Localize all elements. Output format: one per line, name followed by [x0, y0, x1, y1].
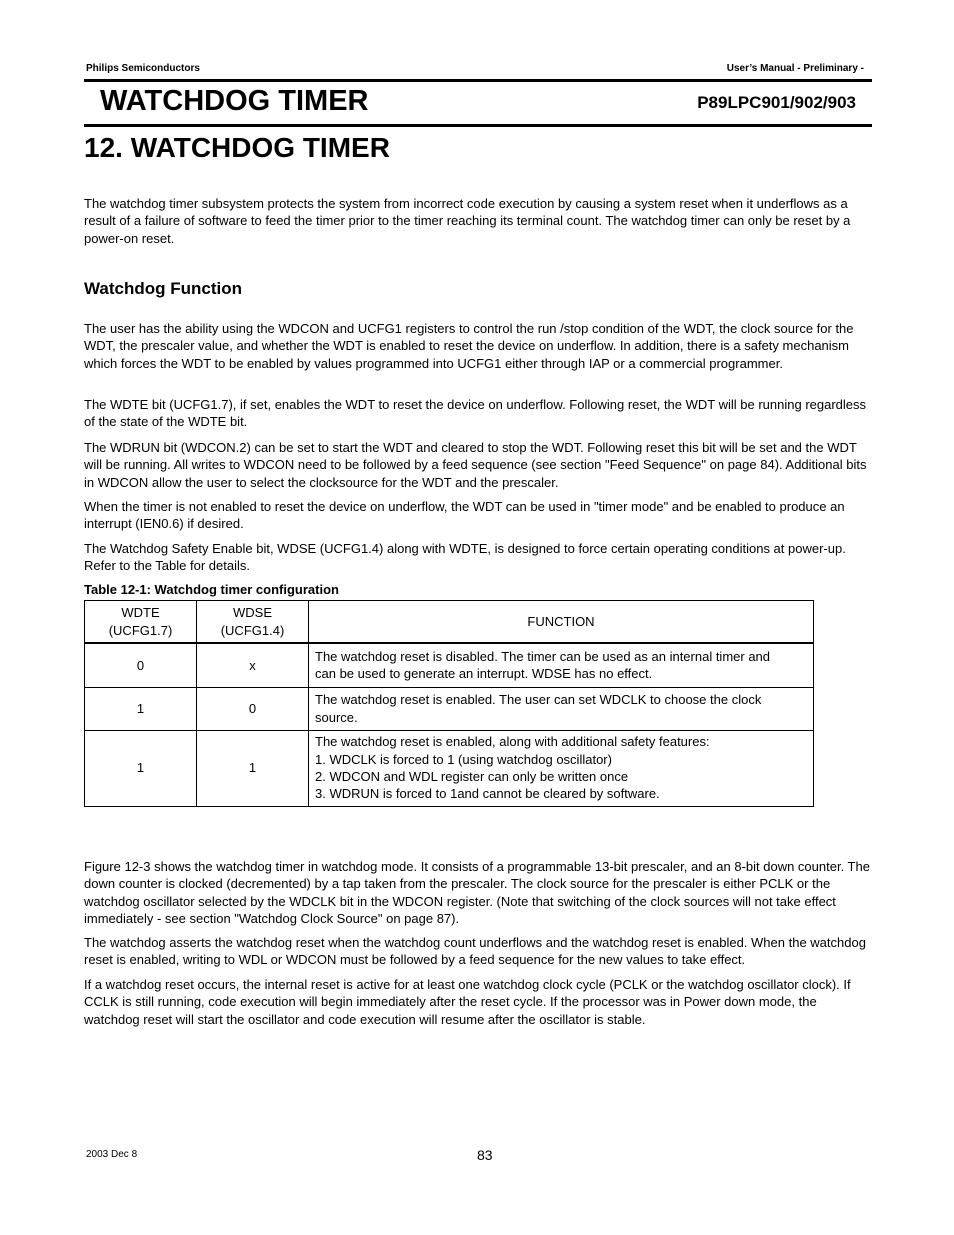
cell-wdse: 0 — [197, 687, 309, 730]
paragraph-8: If a watchdog reset occurs, the internal reset is active for at least one watchdog clock cycle (PCLK or the watchdog oscillator clock). If CCLK is still running, code execution will begin immediately after the reset cycle. If the processor was in Power down mode, the watchdog reset will start the oscillator and code execution will resume after the oscillator is stable. — [84, 977, 851, 1027]
section-title: WATCHDOG TIMER — [100, 85, 369, 117]
table-header-row — [85, 601, 814, 644]
footer-date: 2003 Dec 8 — [86, 1149, 138, 1160]
page-number: 83 — [477, 1147, 493, 1163]
header-function: FUNCTION — [309, 601, 814, 644]
part-number: P89LPC901/902/903 — [697, 93, 856, 112]
cell-wdte: 1 — [85, 687, 197, 730]
cell-wdse: x — [197, 643, 309, 687]
paragraph-2: The WDTE bit (UCFG1.7), if set, enables the WDT to reset the device on underflow. Following reset, the WDT will be running regardless of the state of the WDTE bit. — [84, 397, 867, 430]
header-rule-bottom — [84, 124, 872, 127]
subheading-watchdog-function: Watchdog Function — [84, 279, 243, 298]
header-wdte: WDTE (UCFG1.7) — [85, 601, 197, 644]
company-name: Philips Semiconductors — [86, 63, 200, 74]
cell-function: The watchdog reset is enabled, along with additional safety features: 1. WDCLK is forced to 1 (using watchdog oscillator) 2. WDCON and WDL register can only be written once 3. WDRUN is forced to 1and cannot be cleared by software. — [309, 730, 814, 806]
header-rule-top — [84, 79, 872, 82]
paragraph-3: The WDRUN bit (WDCON.2) can be set to start the WDT and cleared to stop the WDT. Following reset this bit will be set and the WDT will be running. All writes to WDCON need to be followed by a feed sequence (see section "Feed Sequence" on page 84). Additional bits in WDCON allow the user to select the clocksource for the WDT and the prescaler. — [84, 440, 867, 490]
table-row — [85, 643, 814, 687]
watchdog-config-table — [84, 600, 814, 807]
table-row — [85, 730, 814, 806]
paragraph-6: Figure 12-3 shows the watchdog timer in watchdog mode. It consists of a programmable 13-bit prescaler, and an 8-bit down counter. The down counter is clocked (decremented) by a tap taken from the prescaler. The clock source for the prescaler is either PCLK or the watchdog oscillator selected by the WDCLK bit in the WDCON register. (Note that switching of the clock sources will not take effect immediately - see section "Watchdog Clock Source" on page 87). — [84, 859, 870, 926]
paragraph-4: When the timer is not enabled to reset the device on underflow, the WDT can be used in "timer mode" and be enabled to produce an interrupt (IEN0.6) if desired. — [84, 499, 845, 532]
cell-wdte: 0 — [85, 643, 197, 687]
paragraph-7: The watchdog asserts the watchdog reset when the watchdog count underflows and the watchdog reset is enabled. When the watchdog reset is enabled, writing to WDL or WDCON must be followed by a feed sequence for the new values to take effect. — [84, 935, 866, 968]
paragraph-1: The user has the ability using the WDCON and UCFG1 registers to control the run /stop condition of the WDT, the clock source for the WDT, the prescaler value, and whether the WDT is enabled to reset the device on underflow. In addition, there is a safety mechanism which forces the WDT to be enabled by values programmed into UCFG1 either through IAP or a commercial programmer. — [84, 321, 854, 371]
chapter-title: 12. WATCHDOG TIMER — [84, 132, 390, 163]
table-row — [85, 687, 814, 730]
cell-function: The watchdog reset is enabled. The user can set WDCLK to choose the clock source. — [309, 687, 814, 730]
intro-paragraph: The watchdog timer subsystem protects the system from incorrect code execution by causing a system reset when it underflows as a result of a failure of software to feed the timer prior to the timer reaching its terminal count. The watchdog timer can only be reset by a power-on reset. — [84, 196, 851, 246]
manual-title: User’s Manual - Preliminary - — [726, 63, 864, 74]
header-wdse: WDSE (UCFG1.4) — [197, 601, 309, 644]
cell-wdte: 1 — [85, 730, 197, 806]
cell-wdse: 1 — [197, 730, 309, 806]
table-caption: Table 12-1: Watchdog timer configuration — [84, 582, 339, 597]
paragraph-5: The Watchdog Safety Enable bit, WDSE (UCFG1.4) along with WDTE, is designed to force certain operating conditions at power-up. Refer to the Table for details. — [84, 541, 846, 574]
cell-function: The watchdog reset is disabled. The timer can be used as an internal timer and can be used to generate an interrupt. WDSE has no effect. — [309, 643, 814, 687]
